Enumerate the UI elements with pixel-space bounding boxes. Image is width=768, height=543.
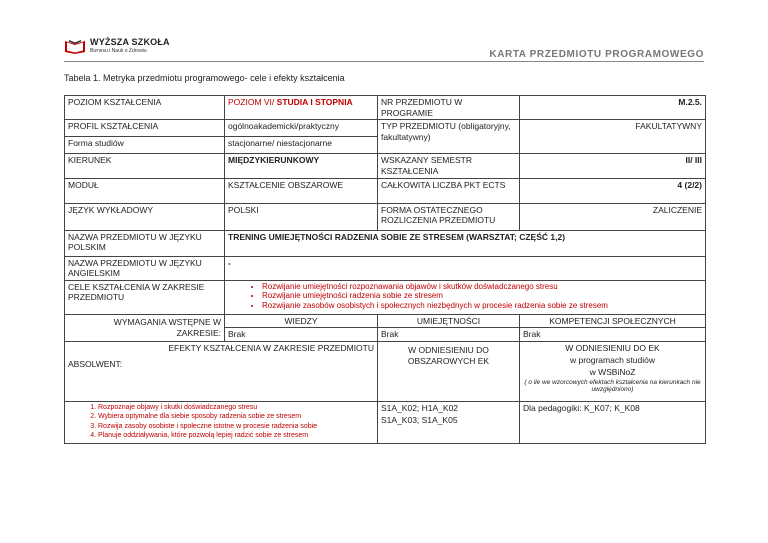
efekty-item: 3. Rozwija zasoby osobiste i społeczne istotne w procesie radzenia sobie: [98, 422, 374, 431]
odniesienie-ek-line3: w WSBiNoZ: [589, 366, 636, 377]
efekty-item: 1. Rozpoznaje objawy i skutki doświadczanego stresu: [98, 403, 374, 412]
cele-item: • Rozwijanie zasobów osobistych i społecznych niezbędnych w procesie radzenia sobie ze stresem: [262, 301, 702, 311]
forma-rozliczenia-value: ZALICZENIE: [520, 203, 706, 230]
efekty-list-cell: [65, 402, 378, 444]
poziom-label: POZIOM KSZTAŁCENIA: [65, 96, 225, 120]
cele-list: [228, 282, 702, 311]
typ-value: FAKULTATYWNY: [520, 120, 706, 154]
wymagania-label: WYMAGANIA WSTĘPNE W ZAKRESIE:: [65, 314, 225, 341]
odniesienie-ek-line1: W ODNIESIENIU DO EK: [565, 343, 660, 353]
profil-value: ogólnoakademicki/praktyczny: [225, 120, 378, 137]
absolwent-label: ABSOLWENT:: [68, 358, 123, 369]
wiedzy-label: WIEDZY: [225, 314, 378, 328]
profil-label: PROFIL KSZTAŁCENIA: [65, 120, 225, 137]
nazwa-pl-value: TRENING UMIEJĘTNOŚCI RADZENIA SOBIE ZE STRESEM (WARSZTAT; CZĘŚĆ 1,2): [225, 230, 706, 256]
logo-line1: WYŻSZA SZKOŁA: [90, 37, 170, 47]
semestr-value: II/ III: [520, 154, 706, 178]
kierunek-label: KIERUNEK: [65, 154, 225, 178]
jezyk-value: POLSKI: [225, 203, 378, 230]
efekty-label: EFEKTY KSZTAŁCENIA W ZAKRESIE PRZEDMIOTU: [168, 343, 374, 353]
nr-value: M.2.5.: [520, 96, 706, 120]
efekty-item: 2. Wybiera optymalne dla siebie sposoby radzenia sobie ze stresem: [98, 412, 374, 421]
cele-list-cell: [225, 280, 706, 314]
obszarowe-ek-cell: [378, 402, 520, 444]
cele-label: CELE KSZTAŁCENIA W ZAKRESIE PRZEDMIOTU: [65, 280, 225, 314]
table-caption: Tabela 1. Metryka przedmiotu programowego- cele i efekty kształcenia: [64, 73, 345, 83]
ects-label: CAŁKOWITA LICZBA PKT ECTS: [378, 178, 520, 203]
typ-label: TYP PRZEDMIOTU (obligatoryjny, fakultatywny): [378, 120, 520, 154]
obszarowe-ek-2: S1A_K03; S1A_K05: [381, 414, 458, 425]
odniesienie-note: ( o ile we wzorcowych efektach kształcenia na kierunkach nie uwzględniono): [524, 378, 701, 394]
nr-label: NR PRZEDMIOTU W PROGRAMIE: [378, 96, 520, 120]
ects-value: 4 (2/2): [520, 178, 706, 203]
obszarowe-ek-1: S1A_K02; H1A_K02: [381, 403, 459, 413]
jezyk-label: JĘZYK WYKŁADOWY: [65, 203, 225, 230]
pedagogiki-ek: Dla pedagogiki: K_K07; K_K08: [520, 402, 706, 444]
umiejetnosci-value: Brak: [378, 328, 520, 342]
odniesienie-label: W ODNIESIENIU DO OBSZAROWYCH EK: [378, 342, 520, 402]
kompetencji-label: KOMPETENCJI SPOŁECZNYCH: [520, 314, 706, 328]
efekty-header-cell: [65, 342, 378, 402]
cele-item: • Rozwijanie umiejętności rozpoznawania objawów i skutków doświadczanego stresu: [262, 282, 702, 292]
forma-studiow-value: stacjonarne/ niestacjonarne: [225, 137, 378, 154]
umiejetnosci-label: UMIEJĘTNOŚCI: [378, 314, 520, 328]
forma-rozliczenia-label: FORMA OSTATECZNEGO ROZLICZENIA PRZEDMIOTU: [378, 203, 520, 230]
book-logo-icon: [64, 38, 86, 54]
kierunek-value: MIĘDZYKIERUNKOWY: [225, 154, 378, 178]
nazwa-en-label: NAZWA PRZEDMIOTU W JĘZYKU ANGIELSKIM: [65, 256, 225, 280]
poziom-value: POZIOM VI/ STUDIA I STOPNIA: [225, 96, 378, 120]
efekty-list: [68, 403, 374, 441]
modul-label: MODUŁ: [65, 178, 225, 203]
efekty-item: 4. Planuje oddziaływania, które pozwolą lepiej radzić sobie ze stresem: [98, 431, 374, 440]
semestr-label: WSKAZANY SEMESTR KSZTAŁCENIA: [378, 154, 520, 178]
course-card-table: [64, 95, 706, 444]
modul-value: KSZTAŁCENIE OBSZAROWE: [225, 178, 378, 203]
wiedzy-value: Brak: [225, 328, 378, 342]
cele-item: • Rozwijanie umiejętności radzenia sobie ze stresem: [262, 291, 702, 301]
header-divider: [64, 61, 704, 62]
kompetencji-value: Brak: [520, 328, 706, 342]
forma-studiow-label: Forma studiów: [65, 137, 225, 154]
odniesienie-ek-line2: w programach studiów: [569, 354, 656, 365]
nazwa-en-value: -: [225, 256, 706, 280]
document-title: KARTA PRZEDMIOTU PROGRAMOWEGO: [489, 49, 704, 60]
school-logo: [64, 36, 170, 58]
nazwa-pl-label: NAZWA PRZEDMIOTU W JĘZYKU POLSKIM: [65, 230, 225, 256]
odniesienie-ek-cell: [520, 342, 706, 402]
logo-line2: Biznesu i Nauk o Zdrowiu: [90, 48, 147, 54]
